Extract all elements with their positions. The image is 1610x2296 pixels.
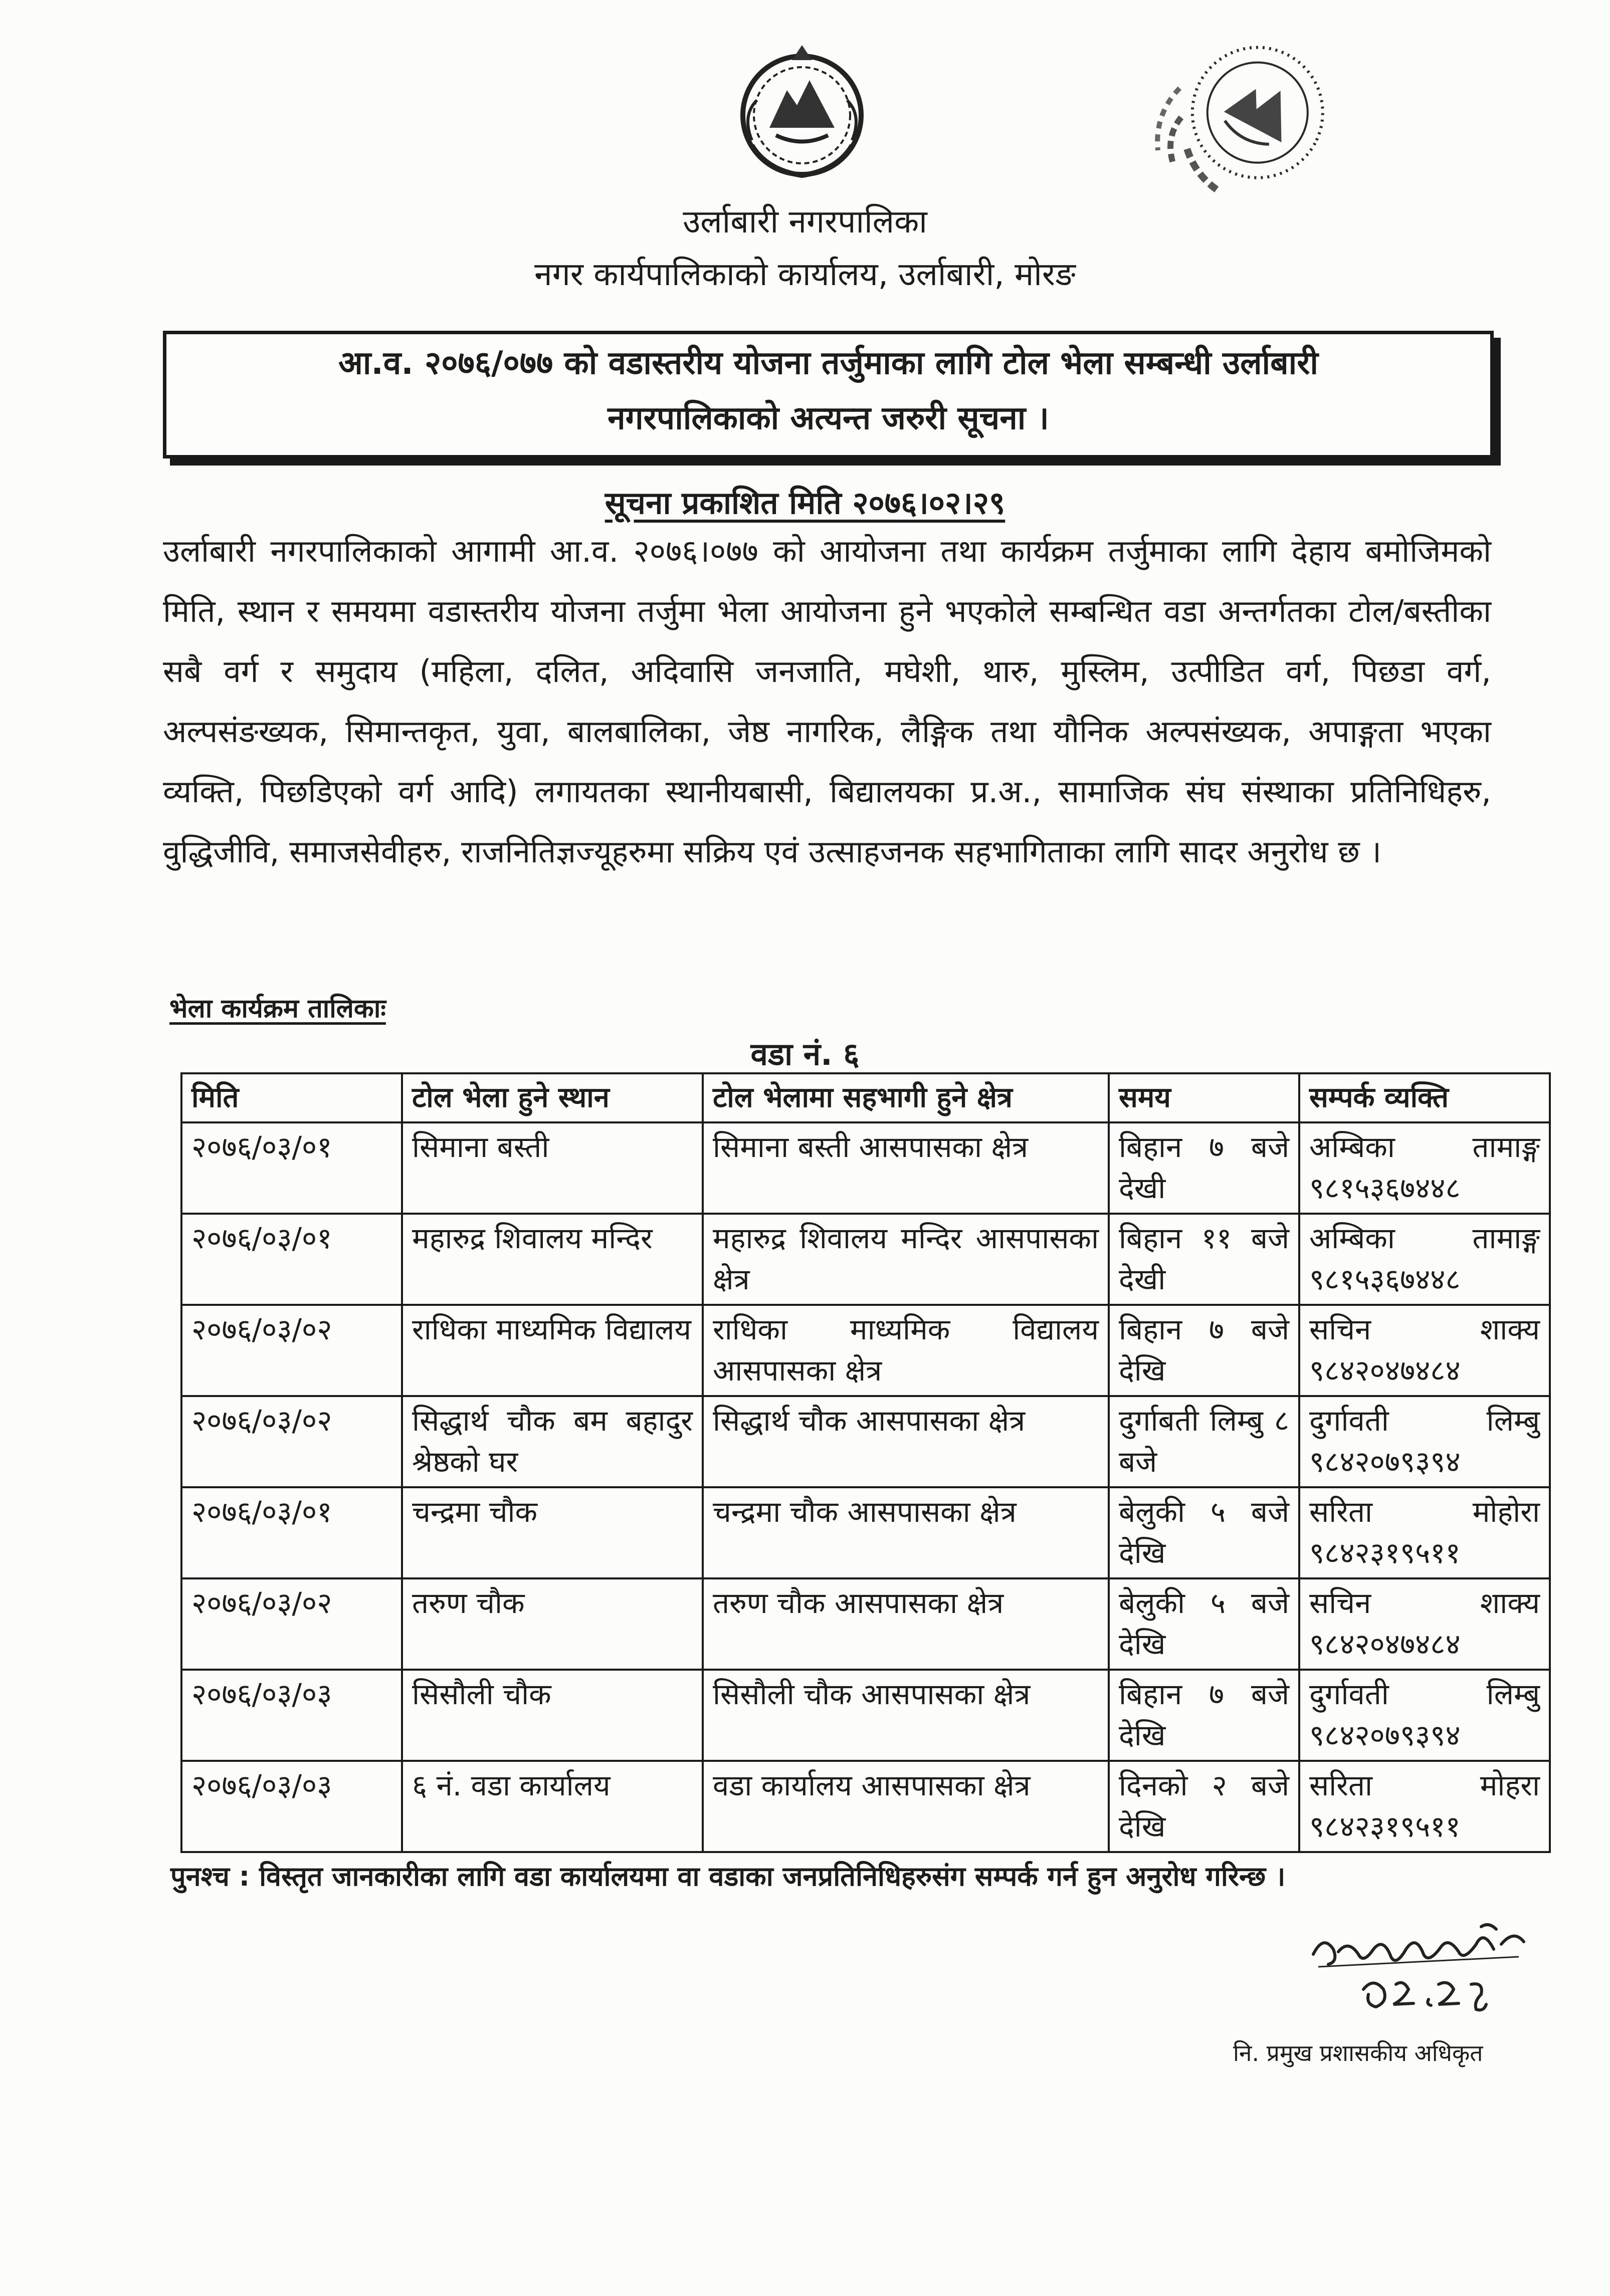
cell-time: बेलुकी ५ बजे देखि (1109, 1578, 1299, 1670)
cell-time: बिहान ११ बजे देखी (1109, 1214, 1299, 1305)
cell-contact: दुर्गावती लिम्बु ९८४२०७९३९४ (1299, 1396, 1550, 1487)
ward-heading: वडा नं. ६ (750, 1036, 860, 1072)
table-row (181, 1214, 1550, 1305)
column-header-time: समय (1109, 1073, 1299, 1122)
column-header-place: टोल भेला हुने स्थान (402, 1073, 703, 1122)
cell-date: २०७६/०३/०२ (181, 1578, 402, 1670)
cell-contact: दुर्गावती लिम्बु ९८४२०७९३९४ (1299, 1670, 1550, 1761)
table-row (181, 1122, 1550, 1214)
notice-body: उर्लाबारी नगरपालिकाको आगामी आ.व. २०७६।०७७ को आयोजना तथा कार्यक्रम तर्जुमाका लागि देहाय बमोजिमको मिति, स्थान र समयमा वडास्तरीय योजना तर्जुमा भेला आयोजना हुने भएकोले सम्बन्धित वडा अन्तर्गतका टोल/बस्तीका सबै वर्ग र समुदाय (महिला, दलित, अदिवासि जनजाति, मघेशी, थारु, मुस्लिम, उत्पीडित वर्ग, पिछडा वर्ग, अल्पसंङख्यक, सिमान्तकृत, युवा, बालबालिका, जेष्ठ नागरिक, लैङ्गिक तथा यौनिक अल्पसंख्यक, अपाङ्गता भएका व्यक्ति, पिछडिएको वर्ग आदि) लगायतका स्थानीयबासी, बिद्यालयका प्र.अ., सामाजिक संघ संस्थाका प्रतिनिधिहरु, वुद्धिजीवि, समाजसेवीहरु, राजनितिज्ञज्यूहरुमा सक्रिय एवं उत्साहजनक सहभागिताका लागि सादर अनुरोध छ । (163, 533, 1492, 870)
cell-time: दिनको २ बजे देखि (1109, 1761, 1299, 1852)
cell-place: ६ नं. वडा कार्यालय (402, 1761, 703, 1852)
published-date: सूचना प्रकाशित मिति २०७६।०२।२९ (605, 485, 1005, 521)
cell-date: २०७६/०३/०१ (181, 1487, 402, 1578)
cell-contact: अम्बिका तामाङ्ग ९८१५३६७४४८ (1299, 1122, 1550, 1214)
cell-area: महारुद्र शिवालय मन्दिर आसपासका क्षेत्र (703, 1214, 1109, 1305)
table-row (181, 1305, 1550, 1396)
notice-title-box (163, 331, 1494, 458)
cell-area: सिमाना बस्ती आसपासका क्षेत्र (703, 1122, 1109, 1214)
officer-title: नि. प्रमुख प्रशासकीय अधिकृत (1233, 2039, 1483, 2067)
cell-contact: सचिन शाक्य ९८४२०४७४८४ (1299, 1305, 1550, 1396)
schedule-heading: भेला कार्यक्रम तालिकाः (169, 994, 386, 1024)
postscript-note: पुनश्च : विस्तृत जानकारीका लागि वडा कार्यालयमा वा वडाका जनप्रतिनिधिहरुसंग सम्पर्क गर्न हुन अनुरोध गरिन्छ । (170, 1861, 1286, 1892)
cell-contact: सरिता मोहोरा ९८४२३१९५११ (1299, 1487, 1550, 1578)
cell-time: दुर्गाबती लिम्बु ८ बजे (1109, 1396, 1299, 1487)
table-row (181, 1670, 1550, 1761)
cell-place: सिमाना बस्ती (402, 1122, 703, 1214)
cell-place: सिसौली चौक (402, 1670, 703, 1761)
column-header-contact: सम्पर्क व्यक्ति (1299, 1073, 1550, 1122)
municipality-name: उर्लाबारी नगरपालिका (683, 203, 927, 241)
cell-place: राधिका माध्यमिक विद्यालय (402, 1305, 703, 1396)
cell-place: तरुण चौक (402, 1578, 703, 1670)
cell-time: बिहान ७ बजे देखि (1109, 1305, 1299, 1396)
cell-area: चन्द्रमा चौक आसपासका क्षेत्र (703, 1487, 1109, 1578)
cell-time: बेलुकी ५ बजे देखि (1109, 1487, 1299, 1578)
table-row (181, 1396, 1550, 1487)
cell-contact: सरिता मोहरा ९८४२३१९५११ (1299, 1761, 1550, 1852)
cell-area: सिसौली चौक आसपासका क्षेत्र (703, 1670, 1109, 1761)
column-header-date: मिति (181, 1073, 402, 1122)
notice-title-line-1: आ.व. २०७६/०७७ को वडास्तरीय योजना तर्जुमाका लागि टोल भेला सम्बन्धी उर्लाबारी (338, 345, 1318, 382)
cell-date: २०७६/०३/०२ (181, 1396, 402, 1487)
cell-place: सिद्धार्थ चौक बम बहादुर श्रेष्ठको घर (402, 1396, 703, 1487)
cell-date: २०७६/०३/०१ (181, 1122, 402, 1214)
cell-area: सिद्धार्थ चौक आसपासका क्षेत्र (703, 1396, 1109, 1487)
cell-place: महारुद्र शिवालय मन्दिर (402, 1214, 703, 1305)
cell-area: वडा कार्यालय आसपासका क्षेत्र (703, 1761, 1109, 1852)
office-name: नगर कार्यपालिकाको कार्यालय, उर्लाबारी, मोरङ (534, 256, 1076, 293)
cell-date: २०७६/०३/०२ (181, 1305, 402, 1396)
cell-area: राधिका माध्यमिक विद्यालय आसपासका क्षेत्र (703, 1305, 1109, 1396)
cell-time: बिहान ७ बजे देखी (1109, 1122, 1299, 1214)
table-row (181, 1578, 1550, 1670)
cell-area: तरुण चौक आसपासका क्षेत्र (703, 1578, 1109, 1670)
notice-title-line-2: नगरपालिकाको अत्यन्त जरुरी सूचना । (608, 400, 1049, 437)
column-header-area: टोल भेलामा सहभागी हुने क्षेत्र (703, 1073, 1109, 1122)
cell-time: बिहान ७ बजे देखि (1109, 1670, 1299, 1761)
table-header-row (181, 1073, 1550, 1122)
cell-date: २०७६/०३/०१ (181, 1214, 402, 1305)
cell-date: २०७६/०३/०३ (181, 1670, 402, 1761)
schedule-table (180, 1072, 1551, 1853)
nepal-emblem-icon (722, 40, 882, 190)
cell-contact: अम्बिका तामाङ्ग ९८१५३६७४४८ (1299, 1214, 1550, 1305)
table-row (181, 1761, 1550, 1852)
office-seal-stamp (1123, 15, 1333, 236)
cell-place: चन्द्रमा चौक (402, 1487, 703, 1578)
handwritten-signature (1303, 1914, 1534, 2034)
table-row (181, 1487, 1550, 1578)
cell-contact: सचिन शाक्य ९८४२०४७४८४ (1299, 1578, 1550, 1670)
cell-date: २०७६/०३/०३ (181, 1761, 402, 1852)
